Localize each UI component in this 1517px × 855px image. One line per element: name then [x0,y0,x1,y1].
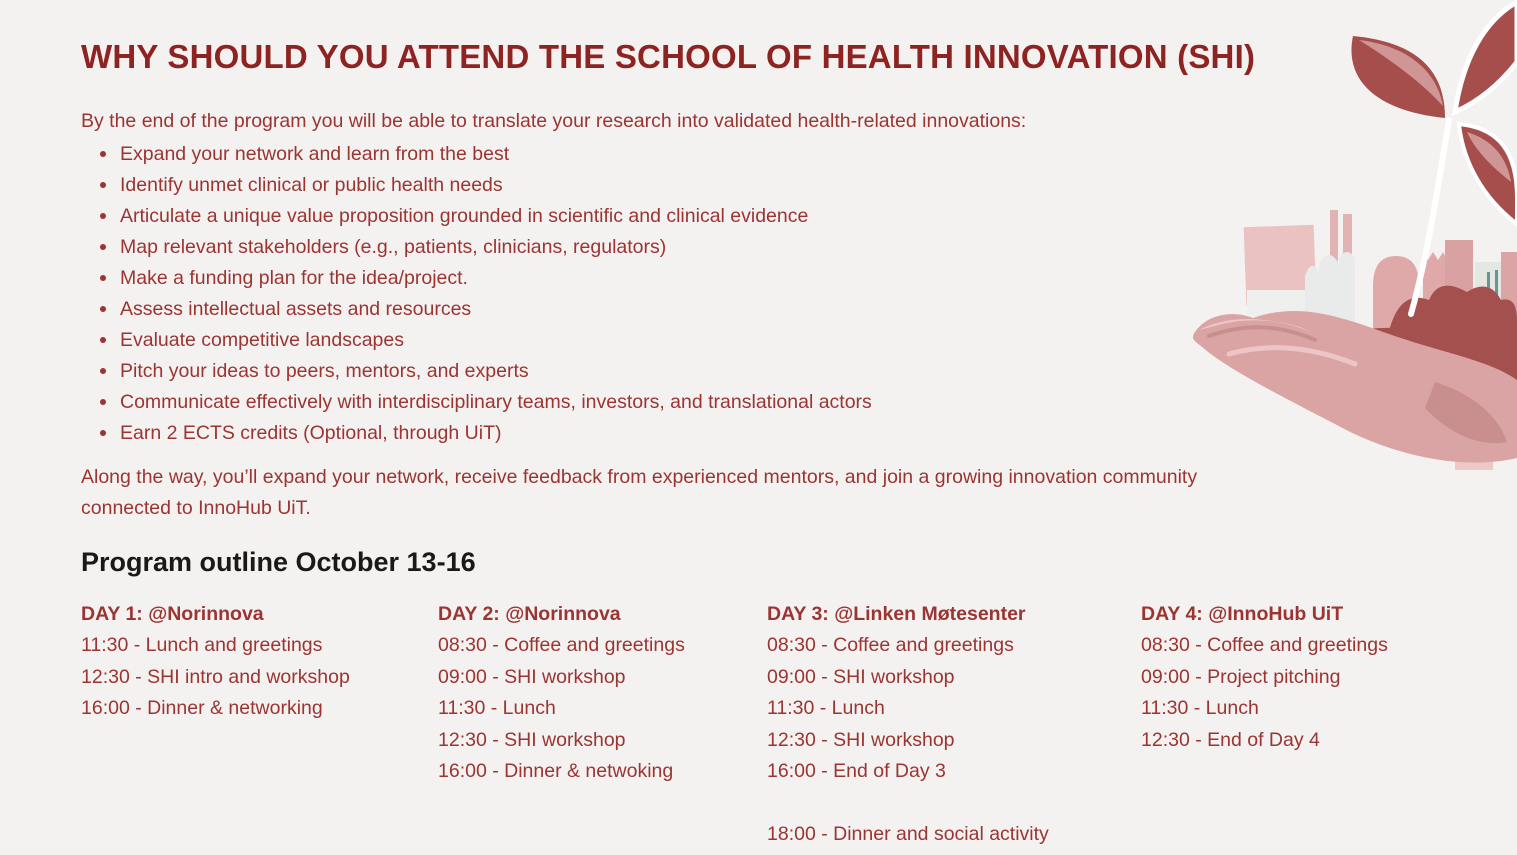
day-title: DAY 4: @InnoHub UiT [1141,603,1344,625]
schedule-item: 16:00 - End of Day 3 [767,760,946,783]
schedule-item: 16:00 - Dinner & netwoking [438,760,674,783]
schedule-item: 12:30 - SHI workshop [767,728,955,751]
schedule-item: 11:30 - Lunch [1141,697,1259,720]
schedule-item: 08:30 - Coffee and greetings [1141,634,1388,657]
page-title: WHY SHOULD YOU ATTEND THE SCHOOL OF HEALTH INNOVATION (SHI) [81,38,1256,75]
schedule-item: 09:00 - SHI workshop [767,665,955,688]
list-item: Evaluate competitive landscapes [100,325,1517,356]
program-heading: Program outline October 13-16 [81,547,476,577]
list-item: Identify unmet clinical or public health needs [100,170,1517,201]
schedule-item: 09:00 - SHI workshop [438,665,626,688]
schedule-item: 11:30 - Lunch [438,697,556,720]
list-item: Articulate a unique value proposition grounded in scientific and clinical evidence [100,201,1517,232]
list-item: Assess intellectual assets and resources [100,294,1517,325]
day-title: DAY 1: @Norinnova [81,603,264,625]
schedule-spacer [767,787,1141,818]
schedule-item: 08:30 - Coffee and greetings [438,634,685,657]
schedule-item: 12:30 - SHI intro and workshop [81,665,350,688]
list-item: Expand your network and learn from the best [100,139,1517,170]
day-column-3 [767,599,1141,850]
schedule-item: 12:30 - SHI workshop [438,728,626,751]
schedule-item: 09:00 - Project pitching [1141,665,1341,688]
list-item: Pitch your ideas to peers, mentors, and experts [100,356,1517,387]
intro-closing: Along the way, you’ll expand your network, receive feedback from experienced mentors, and join a growing innovation community connected to InnoHub UiT. [81,466,1198,519]
schedule-item: 08:30 - Coffee and greetings [767,634,1014,657]
program-days [81,599,1517,850]
day-title: DAY 2: @Norinnova [438,603,621,625]
benefits-list [100,139,1517,449]
schedule-item: 11:30 - Lunch and greetings [81,634,323,657]
schedule-item-late: 18:00 - Dinner and social activity [767,822,1049,845]
schedule-item: 16:00 - Dinner & networking [81,697,323,720]
day-title: DAY 3: @Linken Møtesenter [767,603,1026,625]
schedule-item: 12:30 - End of Day 4 [1141,728,1320,751]
day-column-1 [81,599,438,850]
list-item: Earn 2 ECTS credits (Optional, through UiT) [100,418,1517,449]
list-item: Map relevant stakeholders (e.g., patients, clinicians, regulators) [100,232,1517,263]
schedule-item: 11:30 - Lunch [767,697,885,720]
intro-lead: By the end of the program you will be able to translate your research into validated health-related innovations: [81,110,1027,132]
list-item: Make a funding plan for the idea/project. [100,263,1517,294]
day-column-4 [1141,599,1517,850]
day-column-2 [438,599,767,850]
list-item: Communicate effectively with interdisciplinary teams, investors, and translational actors [100,387,1517,418]
